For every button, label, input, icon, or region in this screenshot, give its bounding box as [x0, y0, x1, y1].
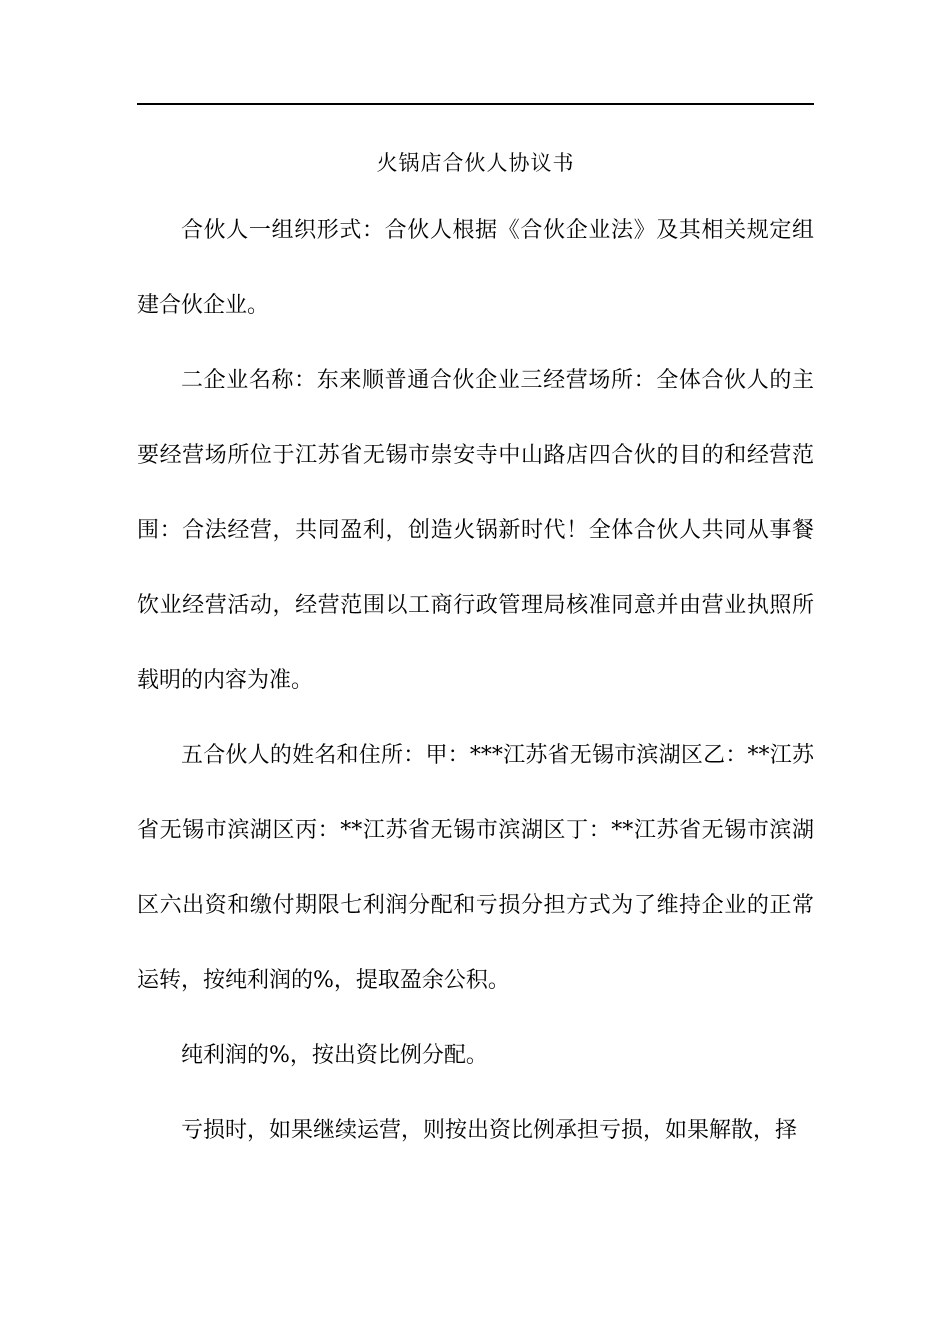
document-body [137, 193, 814, 1168]
paragraph-enterprise-info: 二企业名称：东来顺普通合伙企业三经营场所：全体合伙人的主要经营场所位于江苏省无锡市崇安寺中山路店四合伙的目的和经营范围：合法经营，共同盈利，创造火锅新时代！全体合伙人共同从事餐饮业经营活动，经营范围以工商行政管理局核准同意并由营业执照所载明的内容为准。 [137, 368, 814, 693]
document-title: 火锅店合伙人协议书 [376, 151, 575, 175]
paragraph-organization-form: 合伙人一组织形式：合伙人根据《合伙企业法》及其相关规定组建合伙企业。 [137, 218, 814, 318]
paragraph-loss-handling: 亏损时，如果继续运营，则按出资比例承担亏损，如果解散，择 [181, 1118, 798, 1143]
paragraph-partners-and-profit: 五合伙人的姓名和住所：甲：***江苏省无锡市滨湖区乙：**江苏省无锡市滨湖区丙：**江苏省无锡市滨湖区丁：**江苏省无锡市滨湖区六出资和缴付期限七利润分配和亏损分担方式为了维持企业的正常运转，按纯利润的%，提取盈余公积。 [137, 743, 814, 993]
paragraph-profit-distribution: 纯利润的%，按出资比例分配。 [181, 1043, 488, 1068]
header-rule [137, 103, 814, 105]
